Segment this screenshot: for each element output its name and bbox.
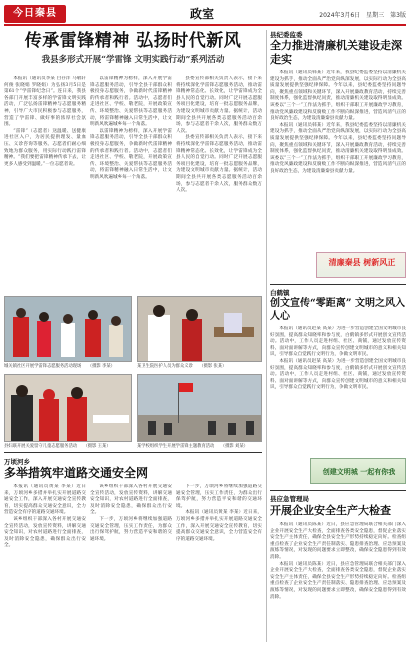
bottom-story-col2: 该乡组织干部深入各村开展交通安全宣传活动，发放宣传资料，讲解交通安全知识，对农村道路进行全面排查，及时消除安全隐患，确保群众出行安全。 下一步，万顷河乡将继续加强道路交通安全管理，压实工作责任，为群众出行保驾护航，努力营造平安和谐的交通环境。 bbox=[90, 484, 172, 542]
side2-kicker: 白鹤镇 bbox=[270, 289, 290, 297]
main-subheadline: 我县多形式开展“学雷锋 文明实践行动”系列活动 bbox=[41, 55, 225, 65]
bottom-story-col1: 本报讯（通讯员黄某 李某）近日来，万顷河乡多措并举扎实开展道路交通安全工作，深入开展交通安全宣传教育，切实提高群众交通安全意识，全力营造安全有序的道路交通环境。 该乡组织干部深入各村开展交通安全宣传活动，发放宣传资料，讲解交通安全知识，对农村道路进行全面排查，及时消除安全隐患，确保群众出行安全。 bbox=[4, 484, 86, 549]
main-story-col3: 县委宣传部相关负责人表示，接下来将持续深化学雷锋志愿服务活动，推动雷锋精神常态化、长效化，让学雷锋成为全县人民的自觉行动。同时广泛开展志愿服务项目化建设，培育一批志愿服务品牌，为建设文明城市贡献力量。据统计，活动期间全县共开展各类志愿服务活动百余场，参与志愿者千余人次，服务群众数万人次。 县委宣传部相关负责人表示，接下来将持续深化学雷锋志愿服务活动，推动雷锋精神常态化、长效化，让学雷锋成为全县人民的自觉行动。同时广泛开展志愿服务项目化建设，培育一批志愿服务品牌，为建设文明城市贡献力量。据统计，活动期间全县共开展各类志愿服务活动百余场，参与志愿者千余人次，服务群众数万人次。 bbox=[176, 76, 262, 194]
side-divider-1 bbox=[270, 284, 406, 285]
photo-children-care-image bbox=[5, 375, 132, 442]
bottom-story-kicker: 万顷河乡 bbox=[4, 458, 30, 466]
side3-body: 本报讯（通讯员陈某）近日，县应急管理局联合相关部门深入企业开展安全生产大检查，全面排查各类安全隐患，督促企业落实安全生产主体责任，确保全县安全生产形势持续稳定向好。检查组重点检查了企业安全生产责任制落实、隐患排查治理、应急预案及演练等情况，对发现的问题要求立即整改，确保安全隐患得到有效消除。 本报讯（通讯员陈某）近日，县应急管理局联合相关部门深入企业开展安全生产大检查，全面排查各类安全隐患，督促企业落实安全生产主体责任，确保全县安全生产形势持续稳定向好。检查组重点检查了企业安全生产责任制落实、隐患排查治理、应急预案及演练等情况，对发现的问题要求立即整改，确保安全隐患得到有效消除。 bbox=[270, 522, 406, 600]
side1-kicker: 县纪委监委 bbox=[270, 31, 303, 39]
photo-medical-consultation-image bbox=[138, 297, 262, 362]
side3-headline: 开展企业安全生产大检查 bbox=[270, 504, 391, 517]
side2-body: 本报讯（通讯员赵某 高某）为进一步营造创建全国文明城市良好氛围，提高群众知晓率和参与度，白鹤镇多形式开展创文宣传活动。活动中，工作人员走进村组、社区、商铺，通过发放宣传资料、面对面讲解等方式，向群众宣传创建文明城市的意义和相关知识，引导群众自觉践行文明行为，争做文明市民。 本报讯（通讯员赵某 高某）为进一步营造创建全国文明城市良好氛围，提高群众知晓率和参与度，白鹤镇多形式开展创文宣传活动。活动中，工作人员走进村组、社区、商铺，通过发放宣传资料、面对面讲解等方式，向群众宣传创建文明城市的意义和相关知识，引导群众自觉践行文明行为，争做文明市民。 bbox=[270, 326, 406, 391]
photo-school-activity-image bbox=[138, 375, 262, 442]
side1-body: 本报讯（通讯员韩某）近年来，我县纪委监委坚持以清廉机关建设为抓手，推动全面从严治党向纵深发展，以实际行动为全县高质量发展提供坚强纪律保障。今年以来，县纪委监委坚持问题导向，聚焦重点领域和关键环节，深入开展廉政教育活动，持续完善制度体系，强化监督执纪问责，推动清廉机关建设取得明显成效。该委以“三个一”工作法为抓手，组织干部职工开展廉政学习教育，推动党风廉政建设和反腐败工作不断向纵深推进，营造风清气正的良好政治生态，为建设清廉秦县贡献力量。 本报讯（通讯员韩某）近年来，我县纪委监委坚持以清廉机关建设为抓手，推动全面从严治党向纵深发展，以实际行动为全县高质量发展提供坚强纪律保障。今年以来，县纪委监委坚持问题导向，聚焦重点领域和关键环节，深入开展廉政教育活动，持续完善制度体系，强化监督执纪问责，推动清廉机关建设取得明显成效。该委以“三个一”工作法为抓手，组织干部职工开展廉政学习教育，推动党风廉政建设和反腐败工作不断向纵深推进，营造风清气正的良好政治生态，为建设清廉秦县贡献力量。 bbox=[270, 70, 406, 174]
civilized-city-banner-text: 创建文明城 一起有你我 bbox=[322, 467, 396, 476]
side-divider-2 bbox=[270, 490, 406, 491]
photo-medical-consultation bbox=[137, 296, 262, 362]
photo2-caption: 某卫生院医护人员为群众义诊 （摄影 张某） bbox=[137, 364, 227, 369]
civilized-city-banner bbox=[310, 458, 406, 484]
main-story-col2: 以雷锋精神为榜样，深入开展学雷锋志愿服务活动，引导全县干部群众积极投身志愿服务，争做新时代雷锋精神的传承者和践行者。活动中，志愿者们走进社区、学校、敬老院，开展政策宣传、环境整治、关爱帮扶等志愿服务活动，将雷锋精神融入日常生活中，让文明新风吹遍城乡每一个角落。 以雷锋精神为榜样，深入开展学雷锋志愿服务活动，引导全县干部群众积极投身志愿服务，争做新时代雷锋精神的传承者和践行者。活动中，志愿者们走进社区、学校、敬老院，开展政策宣传、环境整治、关爱帮扶等志愿服务活动，将雷锋精神融入日常生活中，让文明新风吹遍城乡每一个角落。 bbox=[90, 76, 172, 180]
photo-children-care bbox=[4, 374, 132, 442]
clean-government-banner bbox=[316, 252, 406, 278]
main-story-col1: 本报讯（通讯员李某 白存洋 马敬轩 何俊 张晓娟 罗晓娟）为弘扬3月5日是第61个“学雷锋纪念日”。连日来，我县各部门开展丰富多样的学雷锋文明实践活动，广泛弘扬雷锋精神与志愿服务精神，引导广大市民积极参与志愿服务，营造了学雷锋、做好事的浓厚社会氛围。 “雷锋”（志愿者）送温暖、送健康进社区入户，为居民提供理发、量血压、义诊咨询等服务。志愿者们耐心细致地为群众服务，用实际行动践行雷锋精神。“我们要把雷锋精神传承下去，让更多人感受到温暖。”一位志愿者说。 bbox=[4, 76, 86, 167]
bottom-story-col3: 下一步，万顷河乡将继续加强道路交通安全管理，压实工作责任，为群众出行保驾护航，努力营造平安和谐的交通环境。 本报讯（通讯员黄某 李某）近日来，万顷河乡多措并举扎实开展道路交通安全工作，深入开展交通安全宣传教育，切实提高群众交通安全意识，全力营造安全有序的道路交通环境。 bbox=[176, 484, 262, 542]
photo-volunteers-community-image bbox=[5, 297, 132, 362]
main-headline: 传承雷锋精神 弘扬时代新风 bbox=[24, 31, 242, 51]
issue-date: 2024年3月6日 星期三 第3版 bbox=[319, 12, 406, 19]
photo-school-activity bbox=[137, 374, 262, 442]
photo1-caption: 城关镇社区开展学雷锋志愿服务活动现场 （摄影 李某） bbox=[4, 364, 115, 369]
photo-volunteers-community bbox=[4, 296, 132, 362]
side3-kicker: 县应急管理局 bbox=[270, 495, 309, 503]
bottom-story-headline: 多举措筑牢道路交通安全网 bbox=[4, 466, 149, 480]
masthead bbox=[4, 4, 406, 26]
section-title: 政室 bbox=[189, 7, 214, 21]
side1-headline: 全力推进清廉机关建设走深走实 bbox=[270, 39, 402, 66]
column-divider bbox=[266, 30, 267, 642]
photo3-caption: 县妇联开展关爱留守儿童志愿服务活动 （摄影 王某） bbox=[4, 444, 111, 449]
side2-headline: 创文宣传“零距离” 文明之风入人心 bbox=[270, 298, 405, 322]
clean-government-banner-text: 清廉秦县 树新风正 bbox=[328, 257, 396, 267]
section-divider bbox=[4, 452, 262, 453]
main-headline-block bbox=[4, 30, 262, 65]
photo4-caption: 某学校组织学生开展学雷锋主题教育活动 （摄影 刘某） bbox=[137, 444, 248, 449]
newspaper-logo: 今日秦县 bbox=[4, 5, 66, 23]
